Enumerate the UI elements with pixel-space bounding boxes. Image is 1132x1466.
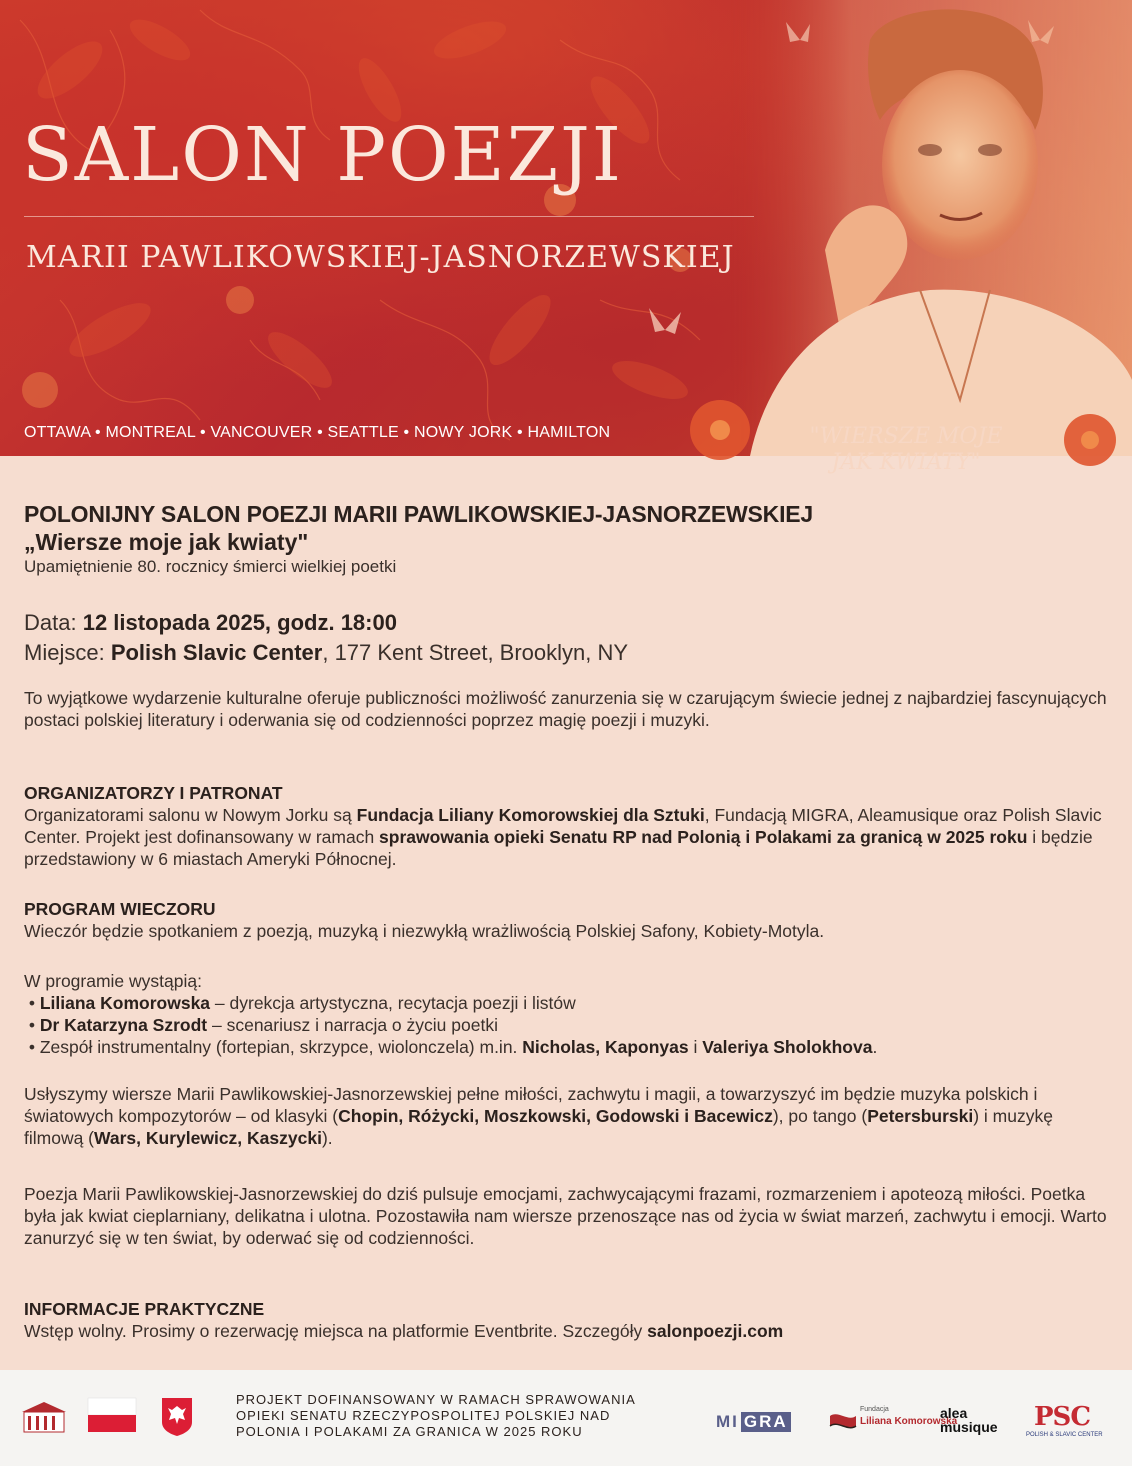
music-text-1: Usłyszymy wiersze Marii Pawlikowskiej-Jasnorzewskiej pełne miłości, zachwytu i magii, a towarzyszyć im będzie muzyka polskich i światowych kompozytorów – od klasyki ( bbox=[24, 1084, 1038, 1126]
quote-line-1: "WIERSZE MOJE bbox=[809, 424, 1003, 449]
foundation-flag-icon bbox=[828, 1408, 858, 1438]
banner bbox=[0, 0, 1132, 475]
organizers-text bbox=[24, 804, 1110, 870]
tango-composer: Petersburski bbox=[867, 1106, 974, 1126]
performer-name: Liliana Komorowska bbox=[39, 993, 211, 1013]
organizers-foundation: Fundacja Liliany Komorowskiej dla Sztuki bbox=[356, 805, 705, 825]
performer-name: Dr Katarzyna Szrodt bbox=[39, 1015, 208, 1035]
practical-text bbox=[24, 1320, 1110, 1342]
film-composers: Wars, Kurylewicz, Kaszycki bbox=[94, 1128, 322, 1148]
funding-line-3: POLONIA I POLAKAMI ZA GRANICA W 2025 ROKU bbox=[236, 1424, 583, 1439]
poetry-paragraph: Poezja Marii Pawlikowskiej-Jasnorzewskiej do dziś pulsuje emocjami, zachwycającymi frazami, rozmarzeniem i apoteozą miłości. Poetka była jak kwiat cieplarniany, delikatna i ulotna. Pozostawiła nam wiersze przenoszące nas od życia w świat marzeń, zachwytu i emocji. Warto zanurzyć się w ten świat, by oderwać się od codzienności. bbox=[24, 1184, 1107, 1248]
psc-letters: PSC bbox=[1034, 1402, 1091, 1432]
place-row bbox=[24, 638, 628, 668]
ensemble-end: . bbox=[872, 1037, 878, 1057]
program-section bbox=[24, 898, 1110, 942]
organizers-section bbox=[24, 782, 1110, 870]
lead-text: Upamiętnienie 80. rocznicy śmierci wielkiej poetki bbox=[24, 557, 397, 576]
cities-list: OTTAWA • MONTREAL • VANCOUVER • SEATTLE • NOWY JORK • HAMILTON bbox=[24, 424, 611, 441]
foundation-name: Liliana Komorowska bbox=[860, 1416, 958, 1427]
banner-quote bbox=[786, 424, 1026, 476]
poet-portrait bbox=[690, 0, 1132, 456]
date-row bbox=[24, 608, 628, 638]
organizers-text-2: , Fundacją MIGRA, Aleamusique oraz Polish Slavic Center. Projekt jest dofinansowany w ramach bbox=[24, 805, 1102, 847]
program-heading: PROGRAM WIECZORU bbox=[24, 899, 216, 919]
polish-flag-icon bbox=[88, 1398, 136, 1432]
practical-section bbox=[24, 1298, 1110, 1342]
performers-list bbox=[24, 992, 1110, 1058]
organizers-text-1: Organizatorami salonu w Nowym Jorku są bbox=[24, 805, 357, 825]
migra-logo bbox=[716, 1410, 800, 1434]
event-title: SALON POEZJI bbox=[22, 112, 624, 198]
organizers-heading: ORGANIZATORZY I PATRONAT bbox=[24, 783, 283, 803]
list-item: • Zespół instrumentalny (fortepian, skrzypce, wiolonczela) m.in. Nicholas, Kaponyas i Valeriya Sholokhova. bbox=[24, 1037, 878, 1057]
music-text-3: ) i muzykę filmową ( bbox=[24, 1106, 1053, 1148]
classical-composers: Chopin, Różycki, Moszkowski, Godowski i Bacewicz bbox=[338, 1106, 773, 1126]
practical-text-body: Wstęp wolny. Prosimy o rezerwację miejsca na platformie Eventbrite. Szczegóły bbox=[24, 1321, 648, 1341]
event-subtitle: MARII PAWLIKOWSKIEJ-JASNORZEWSKIEJ bbox=[26, 240, 735, 275]
quote-line-2: JAK KWIATY" bbox=[831, 450, 981, 475]
date-label: Data: bbox=[24, 610, 77, 635]
place-address: , 177 Kent Street, Brooklyn, NY bbox=[322, 640, 629, 665]
music-text-4: ). bbox=[321, 1128, 333, 1148]
list-item: • Dr Katarzyna Szrodt – scenariusz i narracja o życiu poetki bbox=[24, 1015, 498, 1035]
ensemble-conjunction: i bbox=[688, 1037, 703, 1057]
intro-paragraph: To wyjątkowe wydarzenie kulturalne oferuje publiczności możliwość zanurzenia się w czarującym świecie jednej z najbardziej fascynujących postaci polskiej literatury i oderwania się od codzienności poprzez magię poezji i muzyki. bbox=[24, 688, 1107, 730]
migra-logo-text-1: MI bbox=[716, 1412, 739, 1431]
organizers-text-3: i będzie przedstawiony w 6 miastach Ameryki Północnej. bbox=[24, 827, 1093, 869]
list-item: • Liliana Komorowska – dyrekcja artystyczna, recytacja poezji i listów bbox=[24, 993, 576, 1013]
website-link[interactable]: salonpoezji.com bbox=[647, 1321, 784, 1341]
performers-intro: W programie wystąpią: bbox=[24, 971, 202, 991]
migra-logo-text-2: GRA bbox=[741, 1412, 791, 1432]
alea-text: alea bbox=[940, 1405, 968, 1421]
performer-name: Nicholas, Kaponyas bbox=[522, 1037, 689, 1057]
music-text-2: ), po tango ( bbox=[772, 1106, 868, 1126]
funding-line-1: PROJEKT DOFINANSOWANY W RAMACH SPRAWOWANIA bbox=[236, 1392, 636, 1407]
musique-text: musique bbox=[940, 1419, 998, 1435]
ensemble-text: Zespół instrumentalny (fortepian, skrzypce, wiolonczela) m.in. bbox=[39, 1037, 523, 1057]
quote-heading: „Wiersze moje jak kwiaty" bbox=[24, 529, 309, 555]
music-paragraph bbox=[24, 1083, 1110, 1149]
performer-role: – scenariusz i narracja o życiu poetki bbox=[207, 1015, 498, 1035]
funding-line-2: OPIEKI SENATU RZECZYPOSPOLITEJ POLSKIEJ NAD bbox=[236, 1408, 611, 1423]
title-divider bbox=[24, 216, 754, 217]
psc-name: POLISH & SLAVIC CENTER bbox=[1026, 1432, 1103, 1438]
polish-slavic-center-logo bbox=[1026, 1402, 1114, 1442]
practical-heading: INFORMACJE PRAKTYCZNE bbox=[24, 1299, 265, 1319]
program-text: Wieczór będzie spotkaniem z poezją, muzyką i niezwykłą wrażliwością Polskiej Safony, Kobiety-Motyla. bbox=[24, 921, 825, 941]
when-where bbox=[24, 608, 628, 668]
main-heading: POLONIJNY SALON POEZJI MARII PAWLIKOWSKIEJ-JASNORZEWSKIEJ bbox=[24, 501, 814, 527]
date-value: 12 listopada 2025, godz. 18:00 bbox=[82, 610, 397, 635]
heading-block bbox=[24, 500, 813, 578]
aleamusique-logo bbox=[940, 1406, 998, 1434]
performers-section bbox=[24, 970, 1110, 1058]
senate-logo-icon bbox=[18, 1398, 70, 1438]
polish-eagle-emblem-icon bbox=[160, 1396, 194, 1436]
performer-name: Valeriya Sholokhova bbox=[702, 1037, 873, 1057]
place-label: Miejsce: bbox=[24, 640, 105, 665]
organizers-senate: sprawowania opieki Senatu RP nad Polonią i Polakami za granicą w 2025 roku bbox=[379, 827, 1028, 847]
performer-role: – dyrekcja artystyczna, recytacja poezji i listów bbox=[210, 993, 576, 1013]
place-name: Polish Slavic Center bbox=[110, 640, 323, 665]
sponsors-footer bbox=[0, 1370, 1132, 1466]
foundation-label: Fundacja bbox=[860, 1406, 889, 1413]
funding-note bbox=[236, 1392, 706, 1440]
